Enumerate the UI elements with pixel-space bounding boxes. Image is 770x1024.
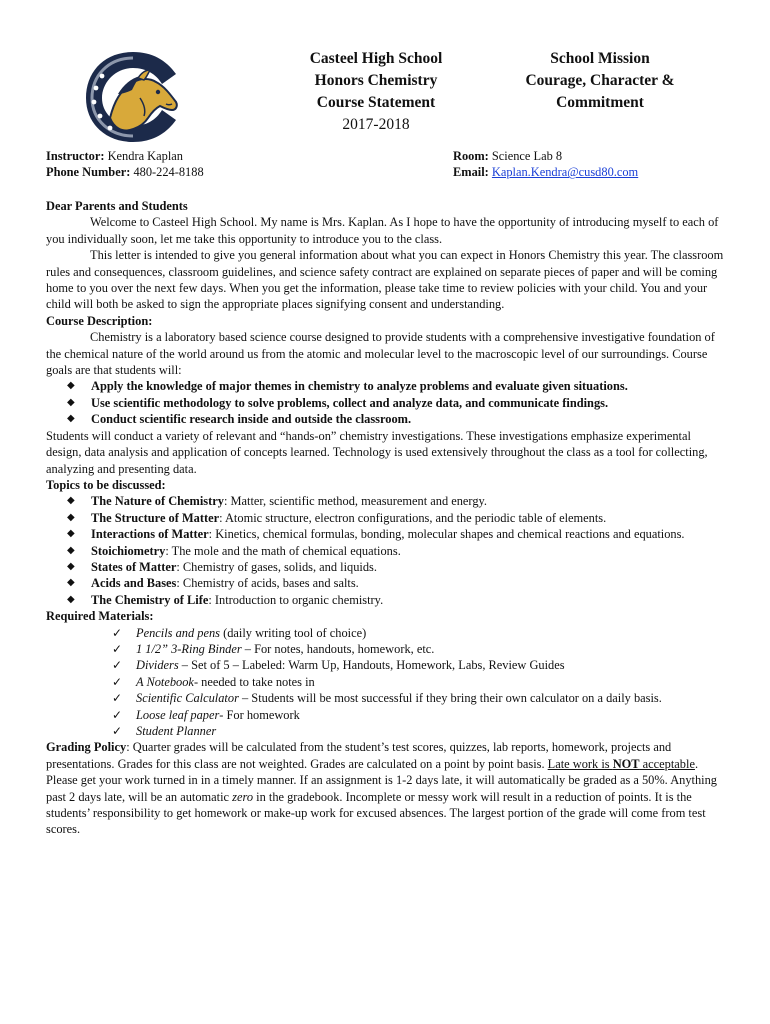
- checkmark-icon: ✓: [112, 658, 123, 673]
- list-item: ◆ Stoichiometry: The mole and the math of chemical equations.: [67, 543, 401, 558]
- instructor-line: [46, 148, 406, 164]
- list-item: ✓ Loose leaf paper- For homework: [112, 707, 300, 722]
- document-body: [46, 198, 726, 838]
- list-item: ✓ Pencils and pens (daily writing tool of choice): [112, 625, 367, 640]
- room-label: Room:: [453, 149, 489, 163]
- email-label: Email:: [453, 165, 489, 180]
- instructor-info: [46, 148, 406, 181]
- diamond-bullet-icon: ◆: [67, 380, 75, 392]
- list-item: ✓ A Notebook- needed to take notes in: [112, 674, 315, 689]
- diamond-bullet-icon: ◆: [67, 593, 75, 605]
- list-item: ✓ Dividers – Set of 5 – Labeled: Warm Up, Handouts, Homework, Labs, Review Guides: [112, 658, 565, 673]
- letter-paragraph-1: Welcome to Casteel High School. My name is Mrs. Kaplan. As I hope to have the opportunity of introducing myself to each of you individually soon, let me take this opportunity to introduce you to the class.: [46, 215, 719, 246]
- list-item: ◆ The Nature of Chemistry: Matter, scientific method, measurement and energy.: [67, 494, 488, 509]
- list-item: ✓ Student Planner: [112, 724, 217, 738]
- course-name: Honors Chemistry: [314, 72, 438, 89]
- room-info: [453, 148, 753, 181]
- course-goals-list: [46, 378, 726, 427]
- checkmark-icon: ✓: [112, 625, 123, 640]
- diamond-bullet-icon: ◆: [67, 577, 75, 589]
- phone-number: 480-224-8188: [133, 165, 204, 180]
- mission-line-1: Courage, Character &: [525, 72, 675, 89]
- checkmark-icon: ✓: [112, 724, 123, 738]
- greeting: Dear Parents and Students: [46, 199, 188, 213]
- list-item: ◆ States of Matter: Chemistry of gases, solids, and liquids.: [67, 559, 377, 574]
- materials-heading: Required Materials:: [46, 609, 154, 624]
- school-year: 2017-2018: [342, 116, 410, 133]
- topics-list: [46, 493, 726, 608]
- list-item: ◆ Conduct scientific research inside and outside the classroom.: [67, 412, 412, 427]
- investigations-paragraph: Students will conduct a variety of relevant and “hands-on” chemistry investigations. These investigations emphasize experimental design, data analysis and application of concepts learned. Technology is used extensively throughout the class as a tool for collecting, analyzing and presenting data.: [46, 428, 708, 476]
- list-item: ✓ Scientific Calculator – Students will be most successful if they bring their own calculator on a daily basis.: [112, 691, 662, 706]
- mission-title: School Mission: [550, 50, 650, 67]
- diamond-bullet-icon: ◆: [67, 560, 75, 572]
- list-item: ✓ 1 1/2” 3-Ring Binder – For notes, handouts, homework, etc.: [112, 641, 435, 656]
- checkmark-icon: ✓: [112, 691, 123, 706]
- diamond-bullet-icon: ◆: [67, 413, 75, 425]
- diamond-bullet-icon: ◆: [67, 396, 75, 408]
- mission-line-2: Commitment: [556, 94, 644, 111]
- materials-list: [46, 625, 726, 740]
- diamond-bullet-icon: ◆: [67, 528, 75, 540]
- list-item: ◆ The Structure of Matter: Atomic structure, electron configurations, and the periodic table of elements.: [67, 510, 607, 525]
- phone-line: [46, 164, 406, 180]
- list-item: ◆ Use scientific methodology to solve problems, collect and analyze data, and communicate findings.: [67, 395, 609, 410]
- diamond-bullet-icon: ◆: [67, 511, 75, 523]
- school-logo: [80, 48, 186, 146]
- grading-policy-heading: Grading Policy: [46, 740, 127, 755]
- letter-paragraph-2: This letter is intended to give you general information about what you can expect in Honors Chemistry this year. The classroom rules and consequences, classroom guidelines, and science safety contract are explained on separate pieces of paper and will be coming home to you over the next few days. When you get the information, please take time to review policies with your child. You and your child will both be asked to sign the appropriate places signifying consent and understanding.: [46, 248, 724, 312]
- phone-label: Phone Number:: [46, 165, 131, 180]
- diamond-bullet-icon: ◆: [67, 495, 75, 507]
- list-item: ◆ Interactions of Matter: Kinetics, chemical formulas, bonding, molecular shapes and chemical reactions and equations.: [67, 527, 685, 542]
- diamond-bullet-icon: ◆: [67, 544, 75, 556]
- instructor-label: Instructor:: [46, 149, 105, 163]
- room-line: [453, 148, 753, 164]
- mustang-horseshoe-logo-icon: [80, 48, 186, 146]
- email-link[interactable]: Kaplan.Kendra@cusd80.com: [491, 165, 639, 180]
- list-item: ◆ The Chemistry of Life: Introduction to organic chemistry.: [67, 592, 384, 607]
- room-value: Science Lab 8: [491, 149, 563, 163]
- course-description-heading: Course Description:: [46, 313, 153, 328]
- document-type: Course Statement: [316, 94, 436, 111]
- checkmark-icon: ✓: [112, 674, 123, 689]
- list-item: ◆ Acids and Bases: Chemistry of acids, bases and salts.: [67, 576, 359, 591]
- course-description-paragraph: Chemistry is a laboratory based science course designed to provide students with a comprehensive investigative foundation of the chemical nature of the world around us from the atomic and molecular level to the macroscopic level of our surroundings. Course goals are that students will:: [46, 330, 715, 378]
- checkmark-icon: ✓: [112, 641, 123, 656]
- email-line: [453, 164, 753, 180]
- mission-block: [500, 48, 700, 114]
- topics-heading: Topics to be discussed:: [46, 477, 166, 492]
- list-item: ◆ Apply the knowledge of major themes in chemistry to analyze problems and evaluate given situations.: [67, 379, 628, 394]
- course-title-block: [278, 48, 474, 136]
- checkmark-icon: ✓: [112, 707, 123, 722]
- grading-policy-paragraph: Grading Policy: Quarter grades will be calculated from the student’s test scores, quizzes, lab reports, homework, projects and presentations. Grades for this class are not weighted. Grades are calculated on a point by point basis. Late work is NOT acceptable. Please get your work turned in in a timely manner. If an assignment is 1-2 days late, it will automatically be graded as a 50%. Anything past 2 days late, will be an automatic zero in the gradebook. Incomplete or messy work will result in a reduction of points. It is the students’ responsibility to get homework or make-up work for excused absences. The largest portion of the grade will come from test scores.: [46, 740, 717, 837]
- school-name: Casteel High School: [309, 50, 443, 67]
- instructor-name: Kendra Kaplan: [107, 149, 183, 163]
